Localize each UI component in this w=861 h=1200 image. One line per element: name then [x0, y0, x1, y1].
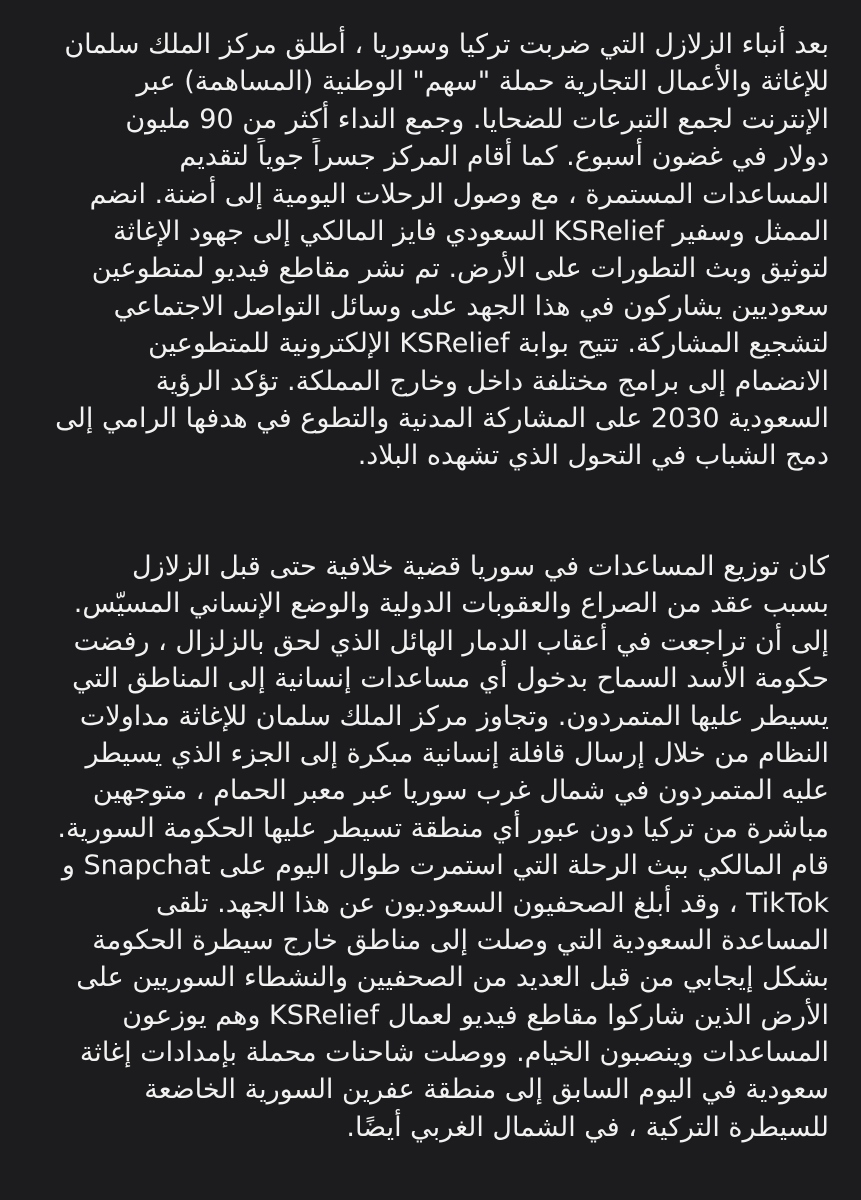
text-line: بسبب عقد من الصراع والعقوبات الدولية والوضع الإنساني المسيّس. — [73, 588, 829, 620]
text-line: إلى أن تراجعت في أعقاب الدمار الهائل الذي لحق بالزلزال ، رفضت — [73, 625, 829, 657]
text-line: مباشرة من تركيا دون عبور أي منطقة تسيطر عليها الحكومة السورية. — [57, 812, 829, 844]
text-line: سعودية في اليوم السابق إلى منطقة عفرين السورية الخاضعة — [144, 1074, 829, 1106]
text-line: لتشجيع المشاركة. تتيح بوابة KSRelief الإلكترونية للمتطوعين — [148, 328, 829, 360]
text-line: دولار في غضون أسبوع. كما أقام المركز جسراً جوياً لتقديم — [179, 141, 829, 173]
text-line: للإغاثة والأعمال التجارية حملة "سهم" الوطنية (المساهمة) عبر — [136, 66, 829, 98]
text-line: كان توزيع المساعدات في سوريا قضية خلافية حتى قبل الزلازل — [132, 551, 829, 582]
paragraph-ksrelief-campaign — [40, 26, 829, 475]
text-line: حكومة الأسد السماح بدخول أي مساعدات إنسانية إلى المناطق التي — [72, 663, 829, 695]
text-line: المساعدات وينصبون الخيام. ووصلت شاحنات محملة بإمدادات إغاثة — [79, 1037, 829, 1069]
text-line: عليه المتمردون في شمال غرب سوريا عبر معبر الحمام ، متوجهين — [92, 775, 829, 807]
text-line: بشكل إيجابي من قبل العديد من الصحفيين والنشطاء السوريين على — [76, 962, 829, 994]
text-line: لتوثيق وبث التطورات على الأرض. تم نشر مقاطع فيديو لمتطوعين — [91, 253, 829, 285]
text-line: TikTok ، وقد أبلغ الصحفيون السعوديون عن هذا الجهد. تلقى — [155, 887, 829, 919]
text-line: الأرض الذين شاركوا مقاطع فيديو لعمال KSRelief وهم يوزعون — [122, 999, 829, 1031]
text-line: الممثل وسفير KSRelief السعودي فايز المالكي إلى جهود الإغاثة — [113, 215, 829, 247]
text-line: النظام من خلال إرسال قافلة إنسانية مبكرة إلى الجزء الذي يسيطر — [85, 737, 829, 769]
text-line: دمج الشباب في التحول الذي تشهده البلاد. — [357, 440, 829, 472]
text-line: المساعدات المستمرة ، مع وصول الرحلات اليومية إلى أضنة. انضم — [89, 178, 829, 210]
text-line: يسيطر عليها المتمردون. وتجاوز مركز الملك سلمان للإغاثة مداولات — [79, 700, 829, 732]
text-line: السعودية 2030 على المشاركة المدنية والتطوع في هدفها الرامي إلى — [55, 402, 829, 434]
text-line: الإنترنت لجمع التبرعات للضحايا. وجمع النداء أكثر من 90 مليون — [125, 103, 829, 135]
text-line: بعد أنباء الزلازل التي ضربت تركيا وسوريا ، أطلق مركز الملك سلمان — [64, 29, 829, 60]
text-line: الانضمام إلى برامج مختلفة داخل وخارج المملكة. تؤكد الرؤية — [155, 365, 829, 397]
text-line: سعوديين يشاركون في هذا الجهد على وسائل التواصل الاجتماعي — [113, 290, 829, 322]
paragraph-syria-aid — [40, 548, 829, 1146]
text-line: قام المالكي ببث الرحلة التي استمرت طوال اليوم على Snapchat و — [61, 850, 829, 882]
text-line: المساعدة السعودية التي وصلت إلى مناطق خارج سيطرة الحكومة — [92, 924, 829, 956]
text-line: للسيطرة التركية ، في الشمال الغربي أيضًا. — [346, 1111, 829, 1143]
